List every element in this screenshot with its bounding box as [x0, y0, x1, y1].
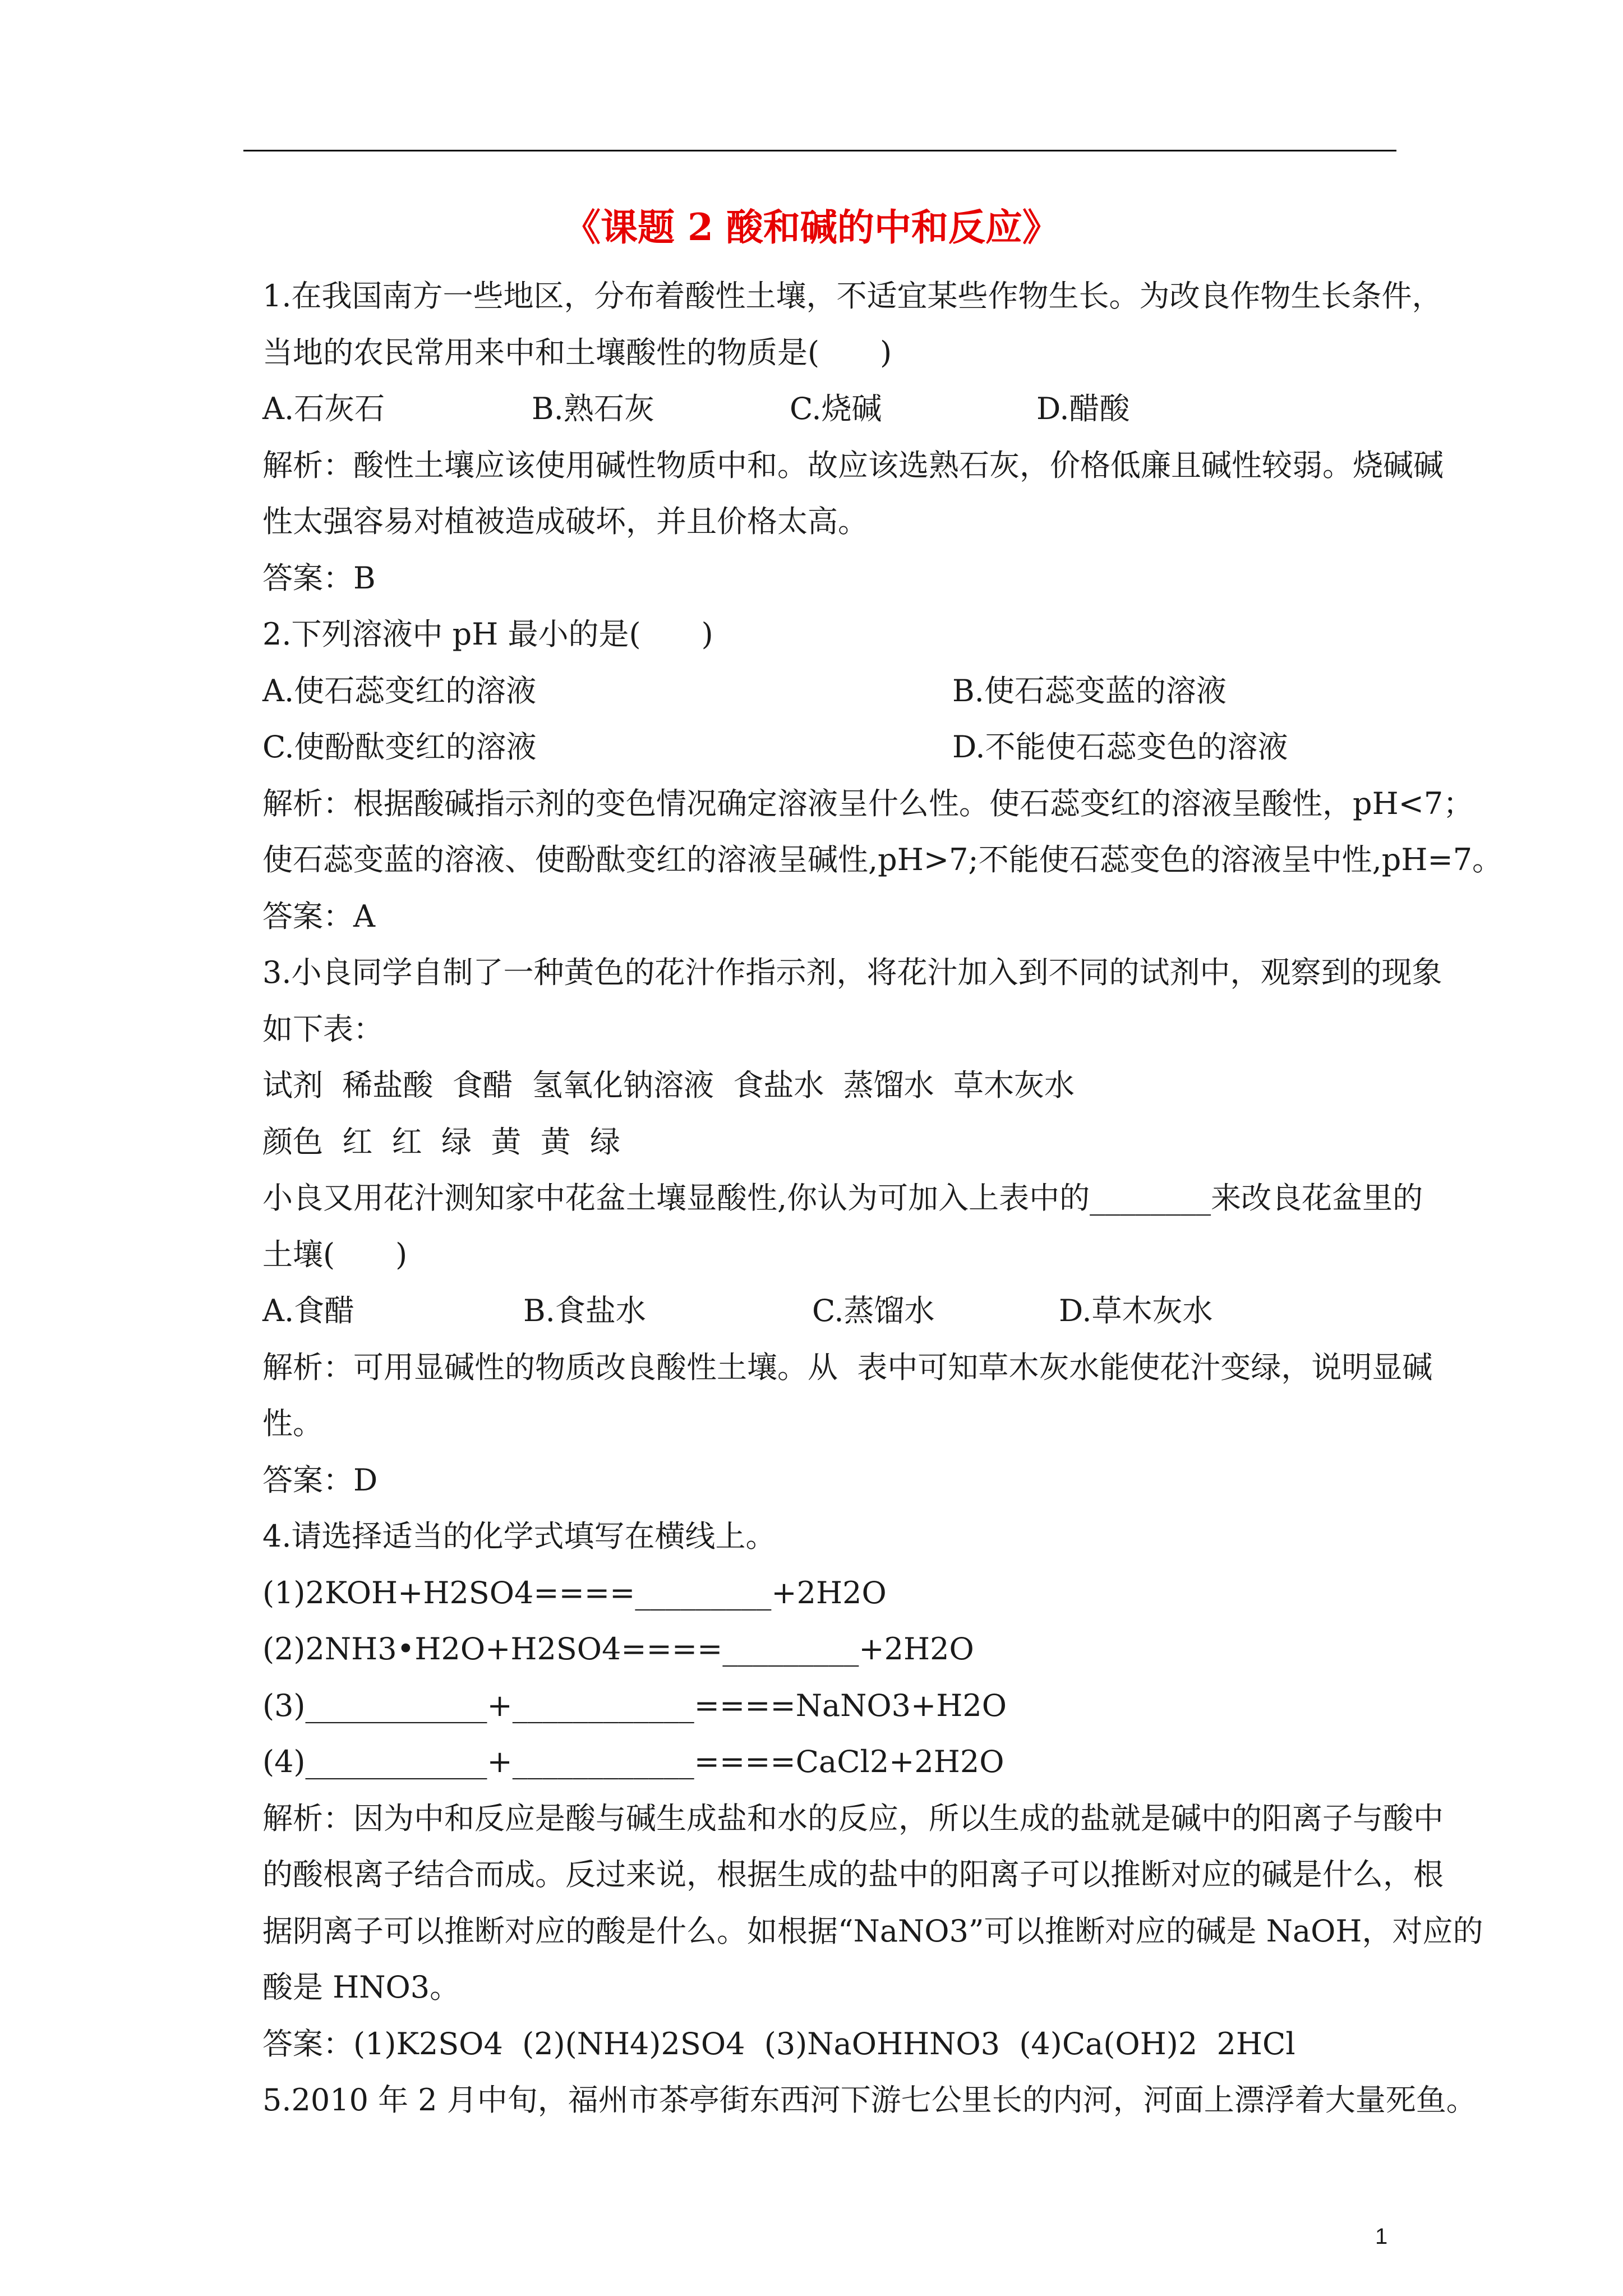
q3-table-row: 试剂 稀盐酸 食醋 氢氧化钠溶液 食盐水 蒸馏水 草木灰水	[262, 1068, 1075, 1103]
q4-item: (4)____________+____________====CaCl2+2H2O	[262, 1744, 1004, 1779]
q3-option-b: B.食盐水	[523, 1293, 646, 1328]
q4-analysis-line: 解析：因为中和反应是酸与碱生成盐和水的反应，所以生成的盐就是碱中的阳离子与酸中	[262, 1800, 1444, 1836]
q4-stem: 4.请选择适当的化学式填写在横线上。	[262, 1519, 776, 1554]
q4-item: (2)2NH3•H2O+H2SO4====_________+2H2O	[262, 1631, 974, 1667]
q4-analysis-line: 的酸根离子结合而成。反过来说，根据生成的盐中的阳离子可以推断对应的碱是什么，根	[262, 1857, 1444, 1892]
q1-option-c: C.烧碱	[790, 391, 882, 426]
q2-options-row-2	[262, 719, 1384, 776]
q3-stem-line: 3.小良同学自制了一种黄色的花汁作指示剂，将花汁加入到不同的试剂中，观察到的现象	[262, 955, 1442, 990]
q2-option-a: A.使石蕊变红的溶液	[262, 673, 537, 708]
q3-table-row: 颜色 红 红 绿 黄 黄 绿	[262, 1124, 620, 1159]
q4-item: (1)2KOH+H2SO4====_________+2H2O	[262, 1575, 887, 1611]
q2-answer: 答案：A	[262, 898, 375, 934]
q1-option-b: B.熟石灰	[532, 391, 654, 426]
q3-analysis-line: 性。	[262, 1406, 323, 1441]
q4-analysis-line: 酸是 HNO3。	[262, 1970, 460, 2005]
q1-stem-line: 当地的农民常用来中和土壤酸性的物质是( )	[262, 334, 892, 370]
page-title: 《课题 2 酸和碱的中和反应》	[564, 205, 1059, 249]
q1-option-d: D.醋酸	[1036, 391, 1130, 426]
page-number: 1	[1375, 2224, 1388, 2249]
q4-item: (3)____________+____________====NaNO3+H2O	[262, 1687, 1007, 1723]
q3-stem-line: 如下表：	[262, 1011, 384, 1047]
q3-option-d: D.草木灰水	[1059, 1293, 1213, 1328]
q3-analysis-line: 解析：可用显碱性的物质改良酸性土壤。从 表中可知草木灰水能使花汁变绿，说明显碱	[262, 1349, 1433, 1385]
document-body	[262, 268, 1503, 2129]
q1-option-a: A.石灰石	[262, 391, 385, 426]
q2-option-b: B.使石蕊变蓝的溶液	[952, 673, 1227, 708]
q2-option-c: C.使酚酞变红的溶液	[262, 729, 537, 765]
q1-answer: 答案：B	[262, 560, 376, 596]
q3-stem-line: 小良又用花汁测知家中花盆土壤显酸性,你认为可加入上表中的________来改良花盆里的	[262, 1180, 1423, 1216]
q2-option-d: D.不能使石蕊变色的溶液	[952, 729, 1288, 765]
q5-stem-line: 5.2010 年 2 月中旬，福州市茶亭街东西河下游七公里长的内河，河面上漂浮着大量死鱼。	[262, 2082, 1477, 2118]
q2-options-row-1	[262, 663, 1384, 720]
q1-analysis-line: 性太强容易对植被造成破坏，并且价格太高。	[262, 504, 868, 539]
q4-answer: 答案：(1)K2SO4 (2)(NH4)2SO4 (3)NaOHHNO3 (4)Ca(OH)2 2HCl	[262, 2026, 1295, 2062]
q1-stem-line: 1.在我国南方一些地区，分布着酸性土壤，不适宜某些作物生长。为改良作物生长条件，	[262, 278, 1442, 314]
q2-analysis-line: 解析：根据酸碱指示剂的变色情况确定溶液呈什么性。使石蕊变红的溶液呈酸性，pH<7；	[262, 785, 1474, 821]
q2-stem: 2.下列溶液中 pH 最小的是( )	[262, 616, 713, 652]
q2-analysis-line: 使石蕊变蓝的溶液、使酚酞变红的溶液呈碱性,pH>7;不能使石蕊变色的溶液呈中性,pH=7。	[262, 842, 1503, 877]
header-rule	[243, 150, 1396, 151]
q4-analysis-line: 据阴离子可以推断对应的酸是什么。如根据“NaNO3”可以推断对应的碱是 NaOH，对应的	[262, 1913, 1483, 1949]
q1-options	[262, 381, 1384, 438]
q3-stem-line: 土壤( )	[262, 1236, 408, 1272]
q3-option-c: C.蒸馏水	[812, 1293, 935, 1328]
q3-options	[262, 1283, 1384, 1340]
q3-answer: 答案：D	[262, 1462, 378, 1498]
q3-option-a: A.食醋	[262, 1293, 355, 1328]
q1-analysis-line: 解析：酸性土壤应该使用碱性物质中和。故应该选熟石灰，价格低廉且碱性较弱。烧碱碱	[262, 447, 1444, 483]
